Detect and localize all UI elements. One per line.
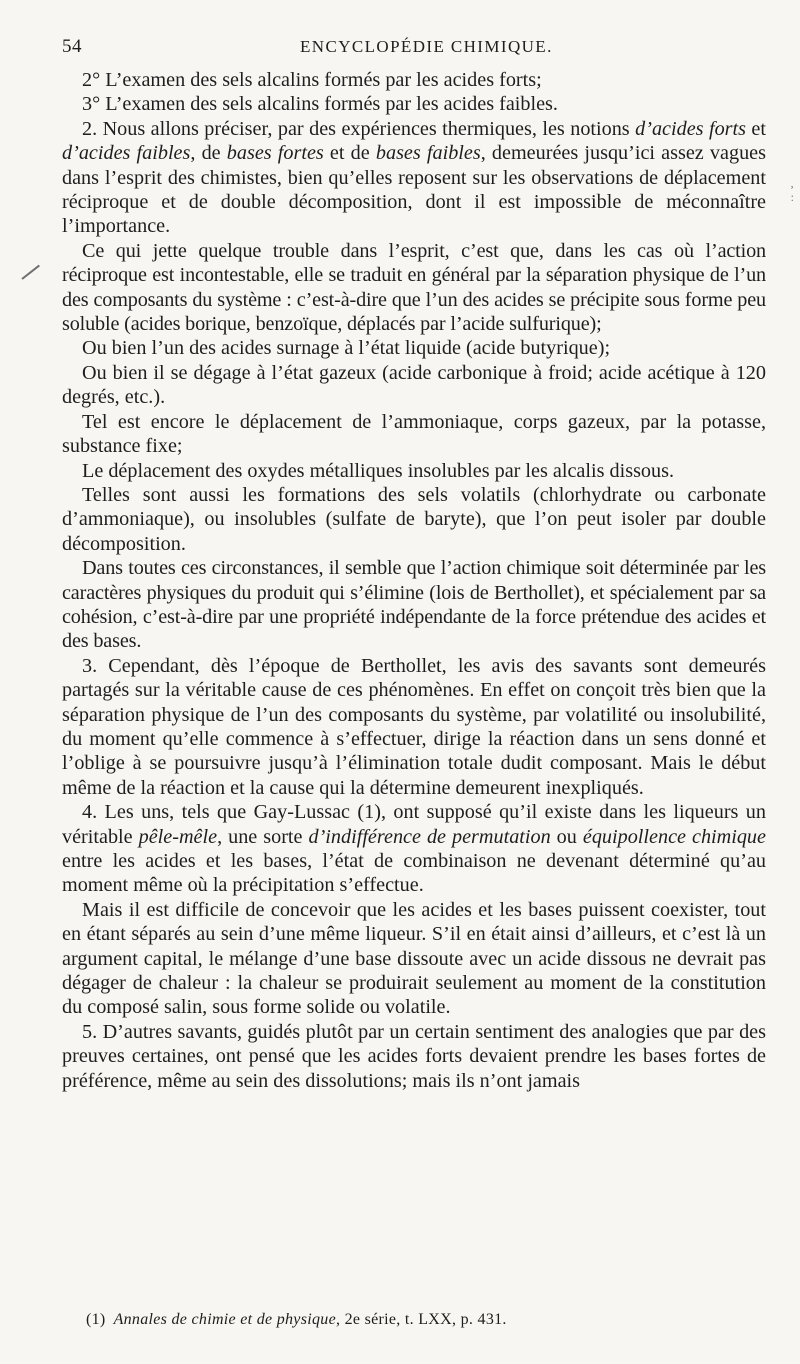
page-number: 54 [62,36,82,57]
italic-term: d’acides forts [635,117,746,140]
paragraph [62,654,766,800]
text-run: 3° L’examen des sels alcalins formés par les acides faibles. [82,93,558,116]
text-run: et de [323,142,376,165]
text-run: Ce qui jette quelque trouble dans l’esprit, c’est que, dans les cas où l’action réciproque est incontestable, elle se traduit en général par la séparation physique de l’un des composants du système : c’est-à-dire que l’un des acides se précipite sous forme peu soluble (acides borique, benzoïque, déplacés par l’acide sulfurique); [62,239,766,336]
footnote-details: , 2e série, t. LXX, p. 431. [335,1311,507,1328]
text-run: Ou bien l’un des acides surnage à l’état liquide (acide butyrique); [82,337,611,360]
running-title: ENCYCLOPÉDIE CHIMIQUE. [300,37,553,56]
paragraph [62,410,766,459]
paragraph [62,556,766,654]
text-run: ou [550,825,583,848]
text-run: Ou bien il se dégage à l’état gazeux (acide carbonique à froid; acide acétique à 120 degrés, etc.). [62,361,766,409]
paragraph [62,117,766,239]
paragraph [62,898,766,1020]
footnote [86,1311,507,1329]
paragraph [62,483,766,556]
italic-term: bases fortes [226,142,324,165]
text-run: Mais il est difficile de concevoir que les acides et les bases puissent coexister, tout en étant séparés au sein d’une même liqueur. S’il en était ainsi d’ailleurs, et c’est là un argument capital, le mélange d’une base dissoute avec un acide dissous ne devrait pas dégager de chaleur : la chaleur se produirait seulement au moment de la constitution du composé salin, sous forme solide ou volatile. [62,898,766,1019]
italic-term: d’indifférence de permutation [308,825,551,848]
page-header [62,36,766,64]
footnote-mark: (1) [86,1311,106,1328]
italic-term: équipollence chimique [582,825,766,848]
italic-term: bases faibles [375,142,481,165]
paragraph [62,800,766,898]
edge-bleed-marks: , : [790,176,794,204]
text-run: 2. Nous allons préciser, par des expériences thermiques, les notions [82,117,636,140]
text-run: 3. Cependant, dès l’époque de Berthollet, les avis des savants sont demeurés partagés sur la véritable cause de ces phénomènes. En effet on conçoit très bien que la séparation physique de l’un des composants du système, par volatilité ou insolubilité, du moment qu’elle commence à s’effectuer, dirige la réaction dans un sens donné et l’oblige à se poursuivre jusqu’à l’élimination totale dudit composant. Mais le début même de la réaction et la cause qui la détermine demeurent inexpliqués. [62,654,766,799]
text-run: 4. Les uns, tels que Gay-Lussac (1), ont supposé qu’il existe dans les liqueurs un véritable [62,801,766,848]
footnote-source: Annales de chimie et de physique [113,1311,336,1328]
text-run: 2° L’examen des sels alcalins formés par les acides forts; [82,69,542,91]
text-run: , une sorte [217,825,309,848]
italic-term: d’acides faibles [62,142,191,165]
text-run: 5. D’autres savants, guidés plutôt par un certain sentiment des analogies que par des preuves certaines, ont pensé que les acides forts devaient prendre les bases fortes de préférence, même au sein des dissolutions; mais ils n’ont jamais [62,1020,766,1092]
paragraph [62,1020,766,1093]
paragraph [62,68,766,92]
paragraph [62,361,766,410]
text-run: entre les acides et les bases, l’état de combinaison ne devenant déterminé qu’au moment même où la précipitation s’effectue. [62,850,766,897]
text-run: , demeurées jusqu’ici assez vagues dans l’esprit des chimistes, bien qu’elles reposent sur les observations de déplacement réciproque et de double décomposition, dont il est impossible de méconnaître l’importance. [62,142,766,238]
paragraph [62,336,766,360]
text-run: Le déplacement des oxydes métalliques insolubles par les alcalis dissous. [82,459,675,482]
paragraph [62,92,766,116]
paragraph [62,459,766,483]
italic-term: pêle-mêle [138,825,218,848]
text-run: et [745,117,766,140]
body-text [62,68,766,1093]
text-run: Tel est encore le déplacement de l’ammoniaque, corps gazeux, par la potasse, substance fixe; [62,410,766,458]
text-run: , de [190,142,227,165]
margin-pencil-mark [21,265,40,280]
paragraph [62,239,766,337]
text-run: Telles sont aussi les formations des sels volatils (chlorhydrate ou carbonate d’ammoniaque), ou insolubles (sulfate de baryte), que l’on peut isoler par double décomposition. [62,483,766,555]
text-run: Dans toutes ces circonstances, il semble que l’action chimique soit déterminée par les caractères physiques du produit qui s’élimine (lois de Berthollet), et spécialement par sa cohésion, c’est-à-dire par une propriété indépendante de la force prétendue des acides et des bases. [62,557,766,653]
